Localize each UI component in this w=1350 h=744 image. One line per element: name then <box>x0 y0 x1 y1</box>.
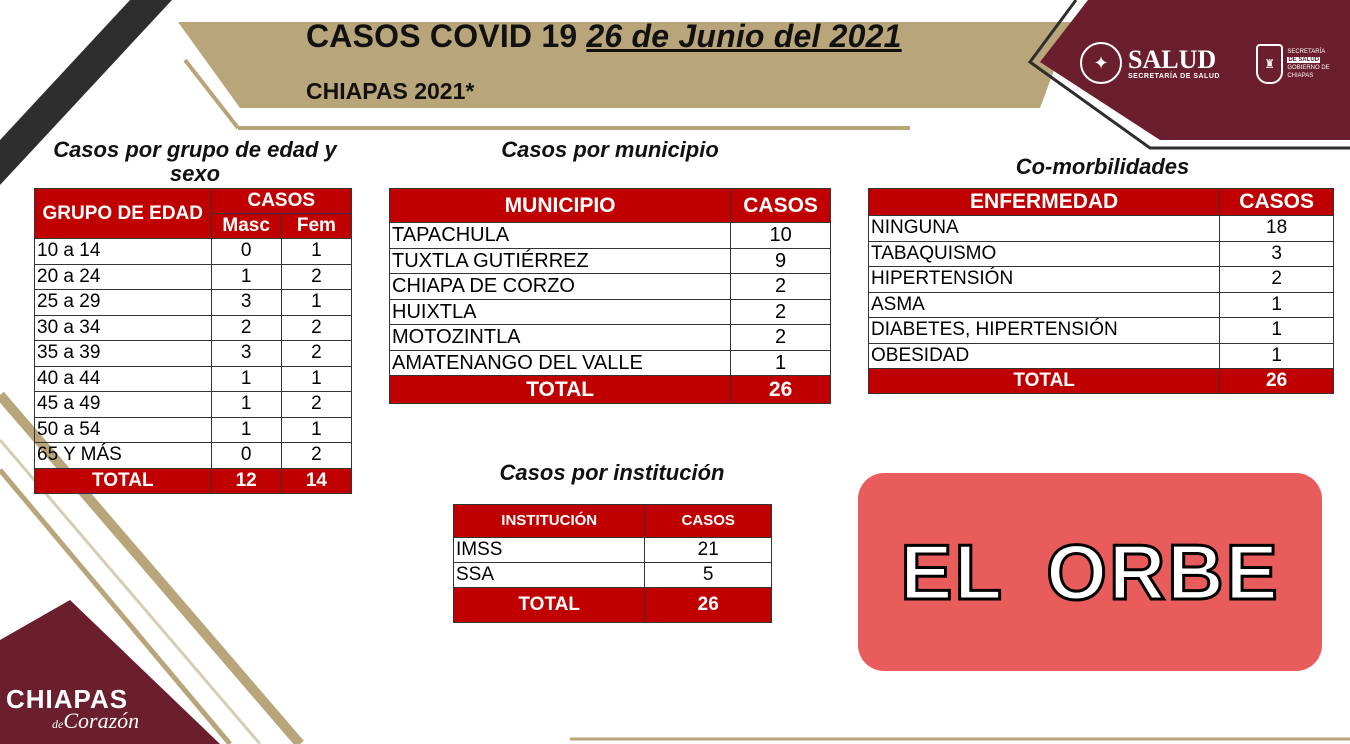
col-casos: CASOS <box>645 505 772 538</box>
comorbilidades-total-row <box>869 369 1334 394</box>
table-row <box>390 350 831 376</box>
table-row <box>869 318 1334 344</box>
table-row <box>35 417 352 443</box>
cell-fem: 1 <box>281 417 351 443</box>
edad-total-row <box>35 468 352 493</box>
secretaria-line1: SECRETARÍA <box>1287 49 1326 55</box>
cell-casos: 1 <box>1220 343 1334 369</box>
chiapas-de-corazon-logo <box>6 686 139 733</box>
table-row <box>390 274 831 300</box>
col-enfermedad: ENFERMEDAD <box>869 189 1220 216</box>
col-casos: CASOS <box>211 189 351 214</box>
col-casos: CASOS <box>1220 189 1334 216</box>
edad-table <box>34 188 352 494</box>
table-row <box>454 538 772 563</box>
table-row <box>390 299 831 325</box>
cell-casos: 1 <box>1220 292 1334 318</box>
cell-fem: 2 <box>281 315 351 341</box>
title-prefix: CASOS COVID 19 <box>306 18 578 54</box>
cell-casos: 3 <box>1220 241 1334 267</box>
cell-grupo: 65 Y MÁS <box>35 443 212 469</box>
comorbilidades-table <box>868 188 1334 394</box>
cell-nombre: NINGUNA <box>869 216 1220 242</box>
table-row <box>869 292 1334 318</box>
salud-logo-text: SALUD <box>1128 44 1217 74</box>
institucion-table <box>453 504 772 623</box>
cell-masc: 1 <box>211 392 281 418</box>
table-row <box>35 239 352 265</box>
total-value: 26 <box>1220 369 1334 394</box>
table-row <box>869 343 1334 369</box>
cell-nombre: TABAQUISMO <box>869 241 1220 267</box>
cell-fem: 1 <box>281 290 351 316</box>
chiapas-logo-corazon: Corazón <box>63 708 140 733</box>
col-municipio: MUNICIPIO <box>390 189 731 223</box>
cell-nombre: IMSS <box>454 538 645 563</box>
total-label: TOTAL <box>35 468 212 493</box>
salud-logo-subtext: SECRETARÍA DE SALUD <box>1128 72 1220 80</box>
cell-casos: 9 <box>731 248 831 274</box>
table-row <box>390 325 831 351</box>
table-row <box>454 563 772 588</box>
cell-nombre: ASMA <box>869 292 1220 318</box>
cell-nombre: MOTOZINTLA <box>390 325 731 351</box>
col-fem: Fem <box>281 214 351 239</box>
page-subtitle: CHIAPAS 2021* <box>306 78 475 104</box>
cell-nombre: TUXTLA GUTIÉRREZ <box>390 248 731 274</box>
table-row <box>390 223 831 249</box>
secretaria-line2: DE SALUD <box>1288 57 1319 63</box>
cell-grupo: 20 a 24 <box>35 264 212 290</box>
cell-nombre: AMATENANGO DEL VALLE <box>390 350 731 376</box>
col-casos: CASOS <box>731 189 831 223</box>
el-orbe-text: EL ORBE <box>900 527 1280 616</box>
cell-masc: 3 <box>211 290 281 316</box>
cell-grupo: 35 a 39 <box>35 341 212 367</box>
cell-nombre: SSA <box>454 563 645 588</box>
cell-masc: 2 <box>211 315 281 341</box>
institucion-total-row <box>454 588 772 623</box>
cell-casos: 18 <box>1220 216 1334 242</box>
cell-nombre: HIPERTENSIÓN <box>869 267 1220 293</box>
total-fem: 14 <box>281 468 351 493</box>
cell-masc: 3 <box>211 341 281 367</box>
cell-casos: 5 <box>645 563 772 588</box>
municipio-section-title: Casos por municipio <box>501 137 719 162</box>
total-label: TOTAL <box>869 369 1220 394</box>
cell-casos: 2 <box>1220 267 1334 293</box>
cell-grupo: 30 a 34 <box>35 315 212 341</box>
total-value: 26 <box>645 588 772 623</box>
table-row <box>35 392 352 418</box>
cell-masc: 1 <box>211 417 281 443</box>
chiapas-shield-icon: ♜ <box>1256 44 1283 84</box>
cell-fem: 2 <box>281 392 351 418</box>
cell-masc: 0 <box>211 443 281 469</box>
cell-nombre: OBESIDAD <box>869 343 1220 369</box>
cell-masc: 0 <box>211 239 281 265</box>
table-row <box>35 315 352 341</box>
cell-nombre: CHIAPA DE CORZO <box>390 274 731 300</box>
table-row <box>35 264 352 290</box>
chiapas-logo-text: CHIAPAS <box>6 684 129 714</box>
cell-grupo: 25 a 29 <box>35 290 212 316</box>
cell-fem: 1 <box>281 366 351 392</box>
cell-grupo: 10 a 14 <box>35 239 212 265</box>
cell-nombre: DIABETES, HIPERTENSIÓN <box>869 318 1220 344</box>
col-grupo-edad: GRUPO DE EDAD <box>35 189 212 239</box>
cell-fem: 2 <box>281 341 351 367</box>
total-value: 26 <box>731 376 831 404</box>
cell-casos: 21 <box>645 538 772 563</box>
total-label: TOTAL <box>454 588 645 623</box>
col-institucion: INSTITUCIÓN <box>454 505 645 538</box>
table-row <box>869 241 1334 267</box>
chiapas-logo-de: de <box>52 717 64 731</box>
cell-masc: 1 <box>211 264 281 290</box>
total-label: TOTAL <box>390 376 731 404</box>
comorbilidades-section-title: Co-morbilidades <box>1015 154 1190 179</box>
page-title <box>306 18 902 55</box>
municipio-table <box>389 188 831 404</box>
table-row <box>869 216 1334 242</box>
mexico-seal-icon: ✦ <box>1080 42 1122 84</box>
cell-casos: 10 <box>731 223 831 249</box>
table-row <box>35 443 352 469</box>
secretaria-line3: GOBIERNO DE CHIAPAS <box>1287 65 1330 79</box>
table-row <box>35 290 352 316</box>
cell-casos: 2 <box>731 299 831 325</box>
cell-casos: 1 <box>1220 318 1334 344</box>
cell-grupo: 40 a 44 <box>35 366 212 392</box>
cell-nombre: HUIXTLA <box>390 299 731 325</box>
cell-fem: 2 <box>281 264 351 290</box>
cell-masc: 1 <box>211 366 281 392</box>
cell-casos: 2 <box>731 274 831 300</box>
table-row <box>35 341 352 367</box>
cell-nombre: TAPACHULA <box>390 223 731 249</box>
title-date: 26 de Junio del 2021 <box>586 18 902 54</box>
cell-grupo: 45 a 49 <box>35 392 212 418</box>
cell-casos: 1 <box>731 350 831 376</box>
table-row <box>390 248 831 274</box>
el-orbe-watermark <box>858 473 1322 671</box>
cell-casos: 2 <box>731 325 831 351</box>
cell-fem: 2 <box>281 443 351 469</box>
institucion-section-title: Casos por institución <box>499 460 725 485</box>
chiapas-secretaria-logo <box>1256 44 1350 84</box>
table-row <box>869 267 1334 293</box>
municipio-total-row <box>390 376 831 404</box>
cell-fem: 1 <box>281 239 351 265</box>
total-masc: 12 <box>211 468 281 493</box>
salud-logo <box>1080 42 1220 84</box>
table-row <box>35 366 352 392</box>
col-masc: Masc <box>211 214 281 239</box>
cell-grupo: 50 a 54 <box>35 417 212 443</box>
edad-section-title: Casos por grupo de edad y sexo <box>53 137 337 186</box>
